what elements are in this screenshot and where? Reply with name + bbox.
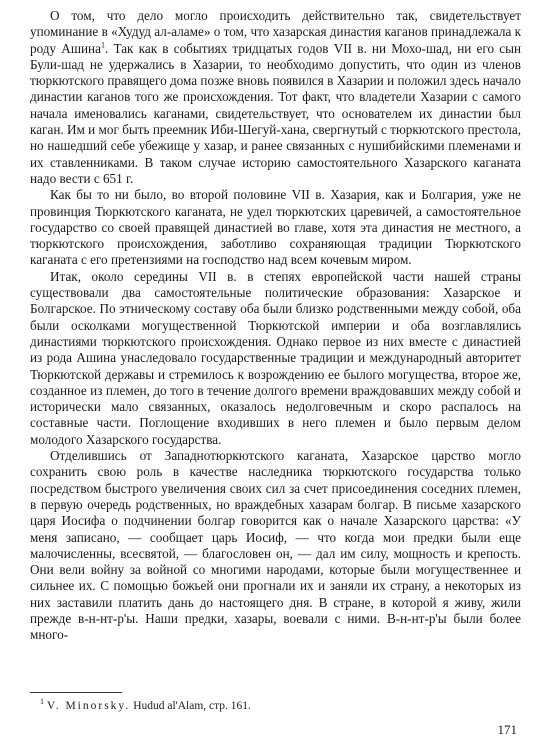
- footnote-mark: 1: [40, 697, 44, 707]
- page-number: 171: [497, 722, 517, 737]
- paragraph-4: Отделившись от Западнотюркютского каганата, Хазарское царство могло сохранить свою роль в качестве наследника тюркютского государства только посредством быстрого увеличения своих сил за счет присоединения соседних племен, в первую очередь родственных, но враждебных хазарам болгар. В письме хазарского царя Иосифа о подчинении болгар говорится как о начале Хазарского царства: «У меня записано, — сообщает царь Иосиф, — что когда мои предки были еще малочисленны, всесвятой, — благословен он, — дал им силу, мощность и крепость. Они вели войну за войной со многими народами, которые были могущественнее и сильнее их. С помощью божьей они прогнали их и заняли их страну, а некоторых из них заставили платить дань до настоящего дня. В стране, в которой я живу, жили прежде в-н-нт-р'ы. Наши предки, хазары, воевали с ними. В-н-нт-р'ы были более много-: [30, 448, 521, 643]
- footnote-source: Hudud al'Alam, стр. 161.: [130, 700, 251, 712]
- footnote-reference: 1: [100, 40, 105, 50]
- main-text: [30, 8, 521, 644]
- footnote: [40, 699, 251, 713]
- paragraph-1-text-b: . Так как в событиях тридцатых годов VII в. ни Мохо-шад, ни его сын Були-шад не удержались в Хазарии, то необходимо допустить, что один из членов тюркютского правящего дома позже вновь появился в Хазарии и положил здесь начало династии каганов того же происхождения. Тот факт, что владетели Хазарии с самого начала именовались каганами, свидетельствует, что основателем их династии был каган. Им и мог быть преемник Иби-Шегуй-хана, свергнутый с тюркютского престола, но нашедший себе убежище у хазар, и ранее связанных с нушибийскими племенами и их ставленниками. В таком случае историю самостоятельного Хазарского каганата надо вести с 651 г.: [30, 40, 522, 186]
- footnote-divider: [30, 692, 122, 693]
- paragraph-3: Итак, около середины VII в. в степях европейской части нашей страны существовали два самостоятельные политические образования: Хазарское и Болгарское. По этническому составу оба были близко родственными между собой, оба были осколками могущественной Тюркютской империи и оба возглавлялись династиями тюркютского происхождения. Однако первое из них вместе с династией из рода Ашина унаследовало государственные традиции и международный авторитет Тюркютской державы и стремилось к возрождению ее былого могущества, второе же, созданное из племен, до того в течение долгого времени враждовавших между собой и исторически мало связанных, оказалось недолговечным и скоро распалось на составные части. Поглощение входивших в него племен и было первым делом молодого Хазарского государства.: [30, 268, 521, 447]
- paragraph-1: [30, 8, 521, 187]
- paragraph-1-text-a: О том, что дело могло происходить действительно так, свидетельствует упоминание в «Худуд ал-аламе» о том, что хазарская династия каганов принадлежала к роду Ашина: [30, 8, 521, 56]
- paragraph-2: Как бы то ни было, во второй половине VII в. Хазария, как и Болгария, уже не провинция Тюркютского каганата, не удел тюркютских царевичей, а самостоятельное государство со своей правящей династией во главе, хотя эта династия не местного, а тюркютского происхождения, заботливо сохраняющая традиции Тюркютского каганата с его претензиями на господство над всем кочевым миром.: [30, 187, 521, 268]
- footnote-author: V. Minorsky.: [46, 700, 131, 712]
